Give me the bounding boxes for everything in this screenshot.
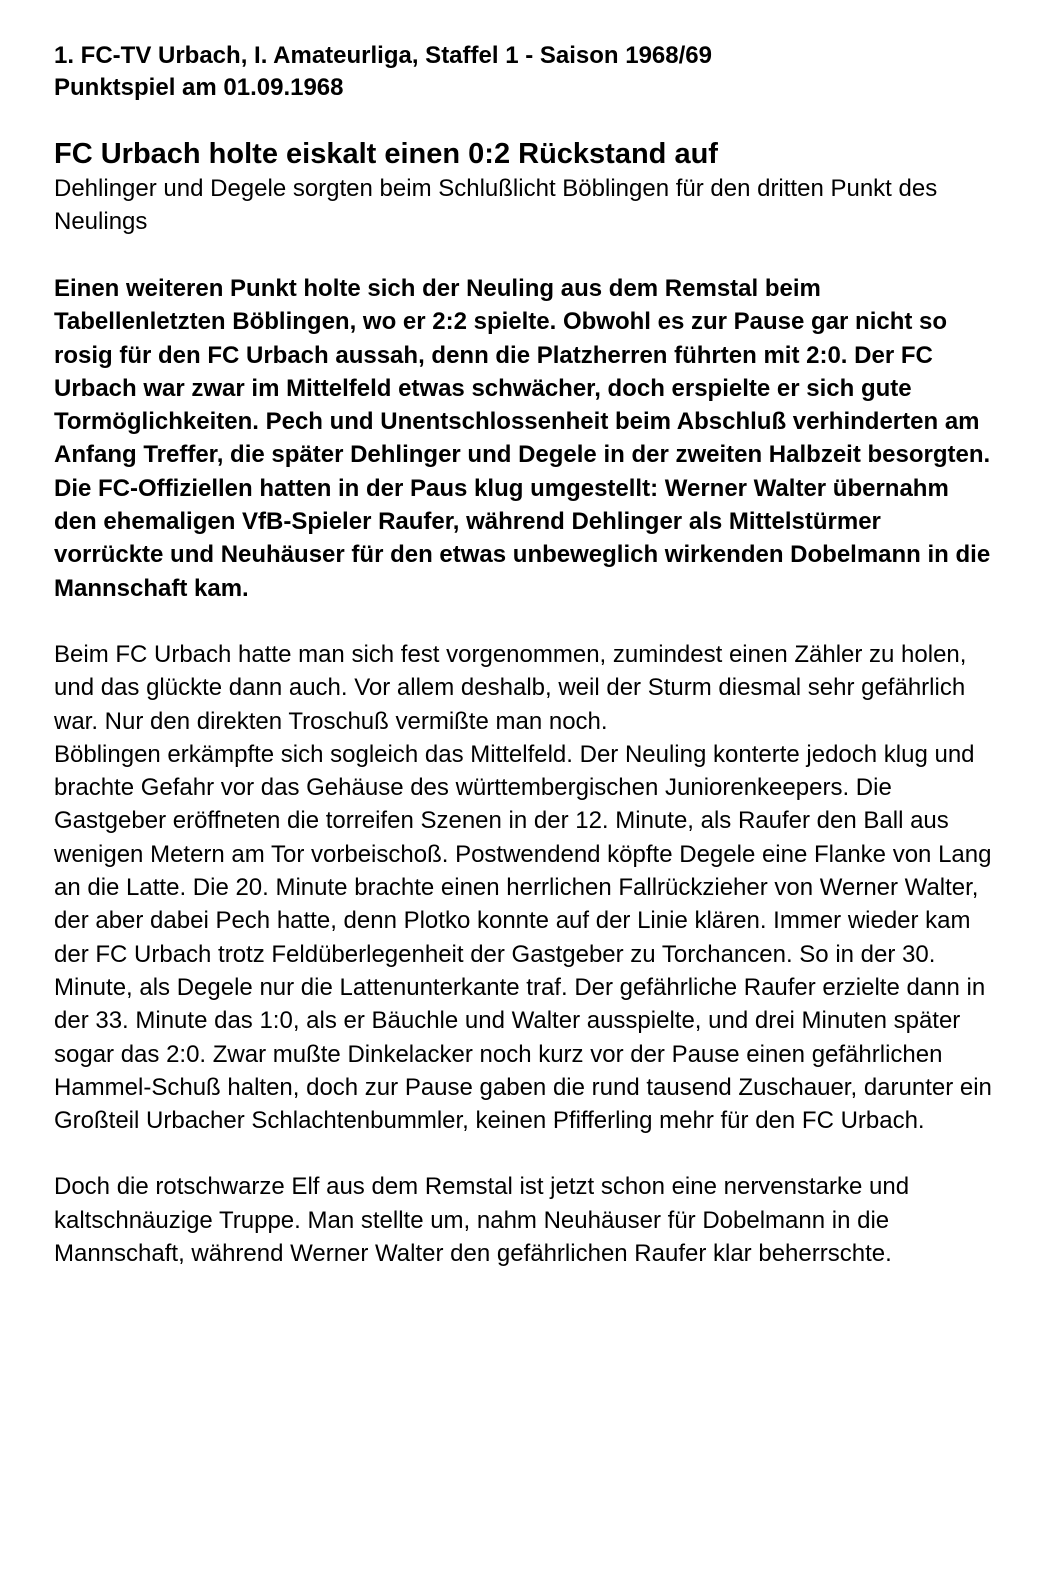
document-page [54,40,994,1270]
document-header-date: Punktspiel am 01.09.1968 [54,74,344,101]
article-paragraph-1: Beim FC Urbach hatte man sich fest vorgenommen, zumindest einen Zähler zu holen, und das glückte dann auch. Vor allem deshalb, weil der Sturm diesmal sehr gefährlich war. Nur den direkten Troschuß vermißte man noch. [54,640,967,735]
article-paragraph-2: Böblingen erkämpfte sich sogleich das Mittelfeld. Der Neuling konterte jedoch klug und brachte Gefahr vor das Gehäuse des württembergischen Juniorenkeepers. Die Gastgeber eröffneten die torreifen Szenen in der 12. Minute, als Raufer den Ball aus wenigen Metern am Tor vorbeischoß. Postwendend köpfte Degele eine Flanke von Lang an die Latte. Die 20. Minute brachte einen herrlichen Fallrückzieher von Werner Walter, der aber dabei Pech hatte, denn Plotko konnte auf der Linie klären. Immer wieder kam der FC Urbach trotz Feldüberlegenheit der Gastgeber zu Torchancen. So in der 30. Minute, als Degele nur die Lattenunterkante traf. Der gefährliche Raufer erzielte dann in der 33. Minute das 1:0, als er Bäuchle und Walter ausspielte, und drei Minuten später sogar das 2:0. Zwar mußte Dinkelacker noch kurz vor der Pause einen gefährlichen Hammel-Schuß halten, doch zur Pause gaben die rund tausend Zuschauer, darunter ein Großteil Urbacher Schlachtenbummler, keinen Pfifferling mehr für den FC Urbach. [54,740,992,1135]
document-header-title: 1. FC-TV Urbach, I. Amateurliga, Staffel 1 - Saison 1968/69 [54,42,712,69]
article-headline: FC Urbach holte eiskalt einen 0:2 Rückstand auf [54,138,718,170]
article-lead: Einen weiteren Punkt holte sich der Neuling aus dem Remstal beim Tabellenletzten Böblingen, wo er 2:2 spielte. Obwohl es zur Pause gar nicht so rosig für den FC Urbach aussah, denn die Platzherren führten mit 2:0. Der FC Urbach war zwar im Mittelfeld etwas schwächer, doch erspielte er sich gute Tormöglichkeiten. Pech und Unentschlossenheit beim Abschluß verhinderten am Anfang Treffer, die später Dehlinger und Degele in der zweiten Halbzeit besorgten. Die FC-Offiziellen hatten in der Paus klug umgestellt: Werner Walter übernahm den ehemaligen VfB-Spieler Raufer, während Dehlinger als Mittelstürmer vorrückte und Neuhäuser für den etwas unbeweglich wirkenden Dobelmann in die Mannschaft kam. [54,275,991,602]
article-subheadline: Dehlinger und Degele sorgten beim Schlußlicht Böblingen für den dritten Punkt des Neulings [54,175,938,235]
article-paragraph-3: Doch die rotschwarze Elf aus dem Remstal ist jetzt schon eine nervenstarke und kaltschnäuzige Truppe. Man stellte um, nahm Neuhäuser für Dobelmann in die Mannschaft, während Werner Walter den gefährlichen Raufer klar beherrschte. [54,1173,910,1268]
